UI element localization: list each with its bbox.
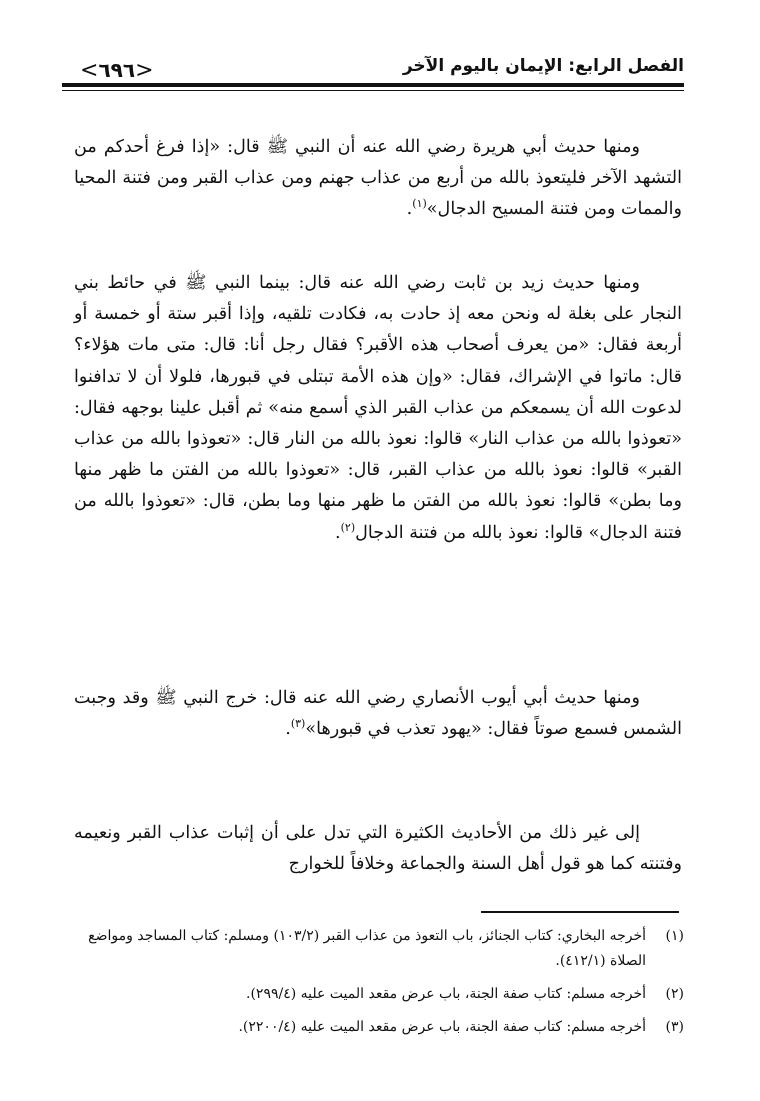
footnote-number: (٢) — [665, 986, 684, 1002]
chapter-title: الفصل الرابع: الإيمان باليوم الآخر — [402, 56, 684, 76]
paragraph-3 — [74, 683, 682, 745]
footnote-separator — [481, 911, 679, 913]
page-number-value: ٦٩٦ — [98, 58, 136, 82]
footnote-text: أخرجه مسلم: كتاب صفة الجنة، باب عرض مقعد الميت عليه (٢٩٩/٤). — [246, 986, 646, 1002]
page-number: <٦٩٦> — [70, 58, 164, 83]
paragraph-end: . — [406, 199, 413, 220]
footnote-text: أخرجه البخاري: كتاب الجنائز، باب التعوذ من عذاب القبر (١٠٣/٢) ومسلم: كتاب المساجد ومواضع الصلاة (٤١٢/١). — [88, 928, 646, 969]
footnote-number: (٣) — [665, 1019, 684, 1035]
paragraph-end: . — [335, 522, 341, 543]
footnote-3 — [70, 1015, 684, 1040]
footnote-ref[interactable]: (٢) — [340, 520, 356, 534]
page-header — [62, 50, 684, 96]
paragraph-4 — [74, 818, 682, 880]
footnote-1 — [70, 924, 684, 974]
paragraph-text: ومنها حديث زيد بن ثابت رضي الله عنه قال: بينما النبي ﷺ في حائط بني النجار على بغلة له ونحن معه إذ حادت به، فكادت تلقيه، وإذا أقبر ستة أو خمسة أو أربعة فقال: «من يعرف أصحاب هذه الأقبر؟ فقال رجل أنا: قال: متى مات هؤلاء؟ قال: ماتوا في الإشراك، فقال: «وإن هذه الأمة تبتلى في قبورها، فلولا أن لا تدافنوا لدعوت الله أن يسمعكم من عذاب القبر الذي أسمع منه» ثم أقبل علينا بوجهه فقال: «تعوذوا بالله من عذاب النار» قالوا: نعوذ بالله من النار قال: «تعوذوا بالله من عذاب القبر» قالوا: نعوذ بالله من عذاب القبر، قال: «تعوذوا بالله من الفتن ما ظهر منها وما بطن» قالوا: نعوذ بالله من الفتن ما ظهر منها وما بطن، قال: «تعوذوا بالله من فتنة الدجال» قالوا: نعوذ بالله من فتنة الدجال — [74, 273, 682, 543]
footnote-number: (١) — [665, 928, 684, 944]
footnote-ref[interactable]: (١) — [412, 197, 427, 211]
footnote-text: أخرجه مسلم: كتاب صفة الجنة، باب عرض مقعد الميت عليه (٢٢٠٠/٤). — [238, 1019, 646, 1035]
paragraph-text: إلى غير ذلك من الأحاديث الكثيرة التي تدل على أن إثبات عذاب القبر ونعيمه وفتنته كما هو قول أهل السنة والجماعة وخلافاً للخوارج — [74, 823, 682, 875]
footnote-2 — [70, 982, 684, 1007]
footnote-ref[interactable]: (٣) — [290, 717, 306, 731]
paragraph-text: ومنها حديث أبي أيوب الأنصاري رضي الله عنه قال: خرج النبي ﷺ وقد وجبت الشمس فسمع صوتاً فقال: «يهود تعذب في قبورها» — [74, 688, 682, 740]
header-rule-thin — [62, 90, 684, 91]
paragraph-2 — [74, 268, 682, 549]
footnotes — [70, 924, 684, 1048]
paragraph-end: . — [285, 719, 291, 740]
header-rule-thick — [62, 83, 684, 87]
paragraph-1 — [74, 132, 682, 226]
paragraph-text: ومنها حديث أبي هريرة رضي الله عنه أن النبي ﷺ قال: «إذا فرغ أحدكم من التشهد الآخر فليتعوذ بالله من أربع من عذاب جهنم ومن عذاب القبر ومن فتنة المحيا والممات ومن فتنة المسيح الدجال» — [74, 137, 682, 220]
